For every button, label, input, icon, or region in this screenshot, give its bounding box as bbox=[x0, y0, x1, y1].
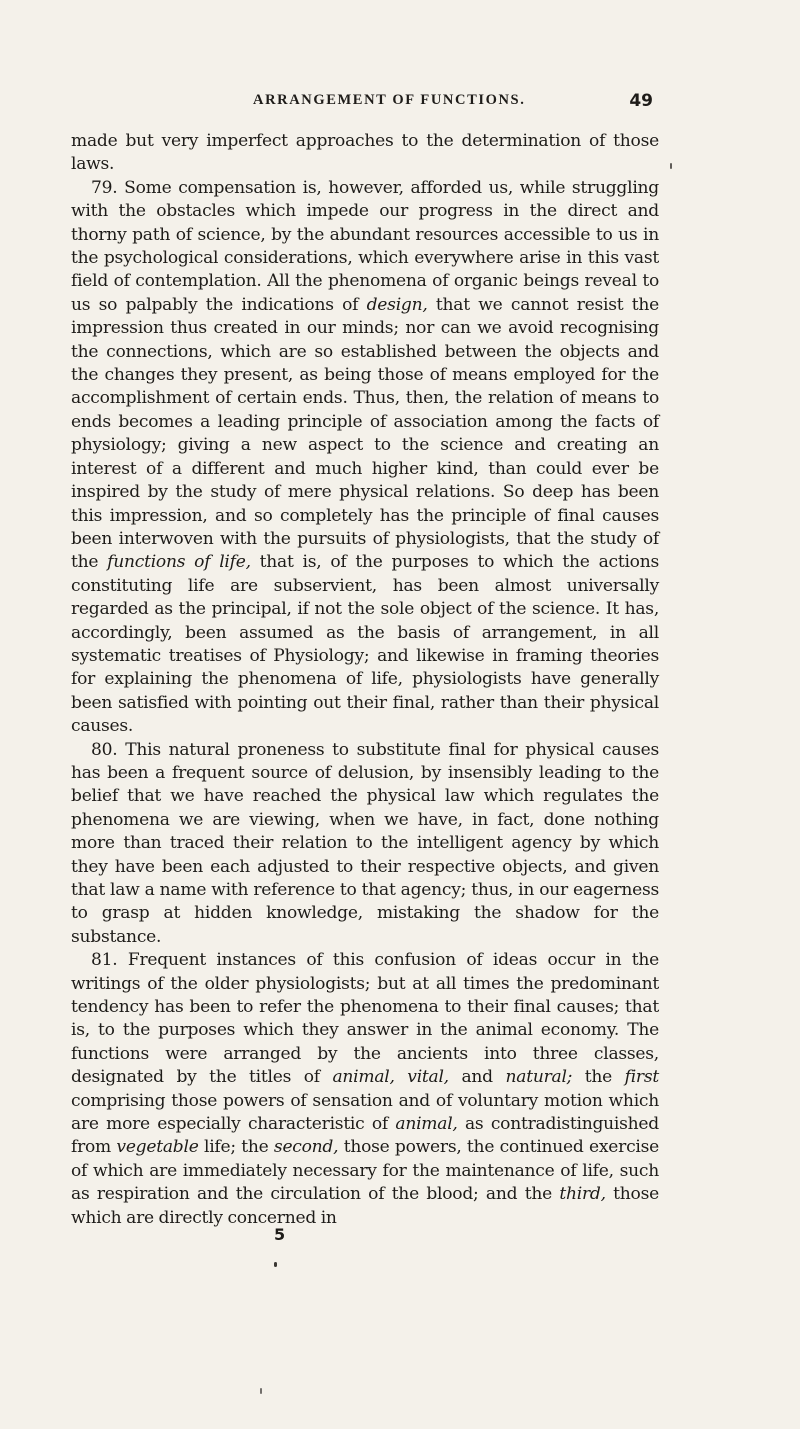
paragraph-number: 81. bbox=[91, 950, 118, 971]
paragraph-number: 79. bbox=[91, 177, 118, 198]
emphasis-vegetable: vegetable bbox=[116, 1137, 199, 1158]
paragraph-text: the bbox=[572, 1067, 625, 1088]
paragraph-text: comprising those powers of sensation and of voluntary motion which are more especially characteristic of bbox=[71, 1090, 659, 1135]
paragraph-text: those which are directly concerned in bbox=[71, 1184, 659, 1228]
running-title: ARRANGEMENT OF FUNCTIONS. bbox=[253, 92, 526, 108]
page-number: 49 bbox=[629, 91, 653, 111]
emphasis-design: design, bbox=[366, 294, 428, 315]
emphasis-animal-vital: animal, vital, bbox=[332, 1067, 449, 1088]
paragraph-text: Frequent instances of this confusion of ideas occur in the writings of the older physiologists; but at all times the predominant tendency has been to refer the phenomena to their final causes; that is, to the purposes which they answer in the animal economy. The functions were arranged by the ancients into three classes, designated by the titles of bbox=[71, 950, 659, 1088]
paragraph-text: This natural proneness to substitute final for physical causes has been a frequent source of delusion, by insensibly leading to the belief that we have reached the physical law which regulates the phenomena we are viewing, when we have, in fact, done nothing more than traced their relation to the intelligent agency by which they have been each adjusted to their respective objects, and given that law a name with reference to that agency; thus, in our eagerness to grasp at hidden knowledge, mistaking the shadow for the substance. bbox=[71, 739, 659, 947]
paragraph-text: made but very imperfect approaches to the determination of those laws. bbox=[71, 131, 659, 175]
paragraph-text: as contradistinguished from bbox=[71, 1114, 659, 1158]
emphasis-functions-of-life: functions of life, bbox=[107, 552, 251, 573]
paragraph-text: those powers, the continued exercise of which are immediately necessary for the maintenance of life, such as respiration and the circulation of the blood; and the bbox=[71, 1137, 659, 1205]
emphasis-natural: natural; bbox=[505, 1067, 573, 1088]
paragraph-text: and bbox=[448, 1067, 506, 1088]
paragraph-80 bbox=[71, 739, 659, 950]
body-text bbox=[71, 130, 659, 1230]
emphasis-first: first bbox=[624, 1067, 659, 1088]
emphasis-animal: animal, bbox=[395, 1114, 458, 1135]
emphasis-second: second, bbox=[273, 1137, 339, 1158]
paragraph-79 bbox=[71, 177, 659, 739]
signature-mark: 5 bbox=[274, 1225, 286, 1244]
running-head bbox=[253, 92, 653, 114]
paragraph-text: Some compensation is, however, afforded us, while struggling with the obstacles which impede our progress in the direct and thorny path of science, by the abundant resources accessible to us in the psychological considerations, which everywhere arise in this vast field of contemplation. All the phenomena of organic beings reveal to us so palpably the indications of bbox=[71, 177, 659, 315]
paragraph-text: life; the bbox=[198, 1137, 274, 1158]
ink-speck bbox=[274, 1262, 277, 1267]
paragraph-number: 80. bbox=[91, 739, 118, 760]
emphasis-third: third, bbox=[559, 1184, 606, 1205]
ink-speck bbox=[260, 1388, 262, 1394]
paragraph-text: that is, of the purposes to which the actions constituting life are subservient, has been almost universally regarded as the principal, if not the sole object of the science. It has, accordingly, been assumed as the basis of arrangement, in all systematic treatises of Physiology; and likewise in framing theories for explaining the phenomena of life, physiologists have generally been satisfied with pointing out their final, rather than their physical causes. bbox=[71, 552, 660, 737]
paragraph-continuation bbox=[71, 130, 659, 177]
paragraph-text: that we cannot resist the impression thus created in our minds; nor can we avoid recognising the connections, which are so established between the objects and the changes they present, as being those of means employed for the accomplishment of certain ends. Thus, then, the relation of means to ends becomes a leading principle of association among the facts of physiology; giving a new aspect to the science and creating an interest of a different and much higher kind, than could ever be inspired by the study of mere physical relations. So deep has been this impression, and so completely has the principle of final causes been interwoven with the pursuits of physiologists, that the study of the bbox=[71, 294, 659, 573]
ink-speck bbox=[670, 163, 672, 169]
paragraph-81 bbox=[71, 949, 659, 1230]
